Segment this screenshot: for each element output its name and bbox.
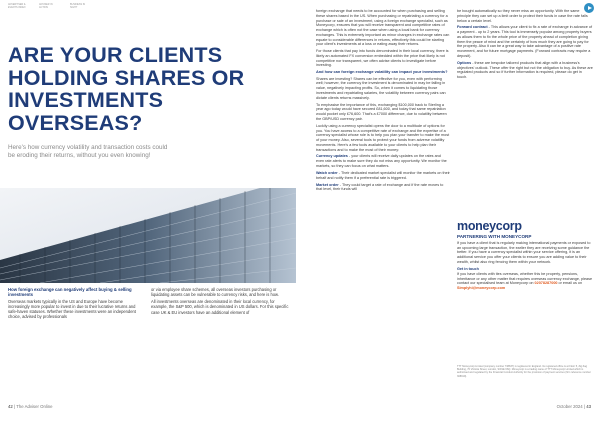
article-column-3 [316,9,450,194]
regulatory-fine-print: TTT Moneycorp Limited (company number 738837) is registered in England. Its registered office is at Floor 5, Zig Zag Building, 70 Victoria Street, London, SW1E 6SQ. Moneycorp is a trading name of TTT Moneycorp Limited which is authorised and regulated by the Financial Conduct Authority for the provision of payment services (firm reference number 308919). [457,365,591,378]
paragraph: Luckily using a currency specialist opens the door to a multitude of options for you. You have access to a competitive rate of exchange and the expertise of a currency specialist whose role is to help you plan your transfer to make the most of your money. Also, several tools to protect your funds from adverse volatility movements. Here's a few tools available to your clients to help plan their transactions and to make the most of their money: [316,123,450,152]
paragraph: To emphasise the importance of this, exchanging $100,000 back to Sterling a year ago today would have secured £81,600, and today that same repatriation would pocket only £76,600. That's a £7000 difference, due to volatility between the GBP/USD currency pair. [316,102,447,121]
term-market-order: Market order [316,182,339,187]
top-navigation [8,3,92,9]
nav-item-business-in-sight[interactable]: BUSINESS IN SIGHT [70,3,86,9]
page-footer [0,400,600,412]
article-column-1 [8,287,145,321]
section-heading-volatility: And how can foreign exchange volatility can impact your investments? [316,69,448,75]
sidebar-heading: PARTNERING WITH MONEYCORP [457,234,532,239]
paragraph: All investments overseas are denominated in their local currency, for example, the S&P 500, which is denominated in US dollars. For this specific case UK & EU investors have an additional element of [151,299,289,315]
moneycorp-logo: moneycorp [457,219,522,233]
paragraph: Options - these are bespoke tailored products that align with a business's objectives' outlook. These offer the right but not the obligation to buy. As these are regulated products and so if further information is required, please do get in touch. [457,60,593,80]
section-heading-negative-effect: How foreign exchange can negatively affect buying & selling investments [8,287,132,298]
email-link[interactable]: Simplyhi@moneycorp.com [457,286,506,290]
page-number-right: 43 [586,404,591,409]
page-number-left: 42 [8,404,13,409]
paragraph: be bought automatically so they never miss an opportunity. With the same principle they can set up a limit order to protect their funds in case the rate falls below a certain level. [457,9,588,23]
term-currency-updates: Currency updates [316,154,348,159]
paragraph: foreign exchange that needs to be accounted for when purchasing and selling these shares based in the US. When purchasing or repatriating a currency for a purchase or sale of an investment, using a foreign exchange specialist, such as Moneycorp, ensures that you will receive transparent and competitive rates of exchange which is often not the case when using a local bank for currency exchanges. This is extremely important as minor changes in exchange rates can equate to considerable differences in returns, effectively this could be starting your client's investments at a loss or eating away their returns. [316,9,450,47]
article-column-2 [151,287,292,317]
article-standfirst: Here's how currency volatility and transaction costs could be eroding their returns, without you even knowing! [8,144,168,159]
paragraph: or via employee share schemes, all overseas investors purchasing or liquidating assets can be vulnerable to currency risks, and here is how. [151,287,279,298]
article-title: ARE YOUR CLIENTS HOLDING SHARES OR INVESTMENTS OVERSEAS? [8,43,245,135]
term-forward-contract: Forward contract [457,25,488,30]
paragraph: Shares are investing? Shares can be effective for you, even with performing well; however, the currency the investment is denominated in may be falling in value, negatively impacting profits. So, when it comes to liquidating those investments and repatriating salaries, the volatility between currency pairs can dictate clients returns massively. [316,76,446,100]
nav-item-advertiser-index[interactable]: ADVERTISER & EVENTS INDEX [8,3,26,9]
sidebar-contact-paragraph: If you have clients with ties overseas, whether this be property, pensions, inheritance or any other matter that requires overseas currency exchange, please contact our specialised team at Moneycorp on 02078287000 or email us on Simplyhi@moneycorp.com [457,271,593,290]
term-options: Options [457,60,472,65]
paragraph: Watch order - Their dedicated market specialist will monitor the markets on their behalf and notify them if a preferential rate is triggered. [316,170,450,180]
footer-left [8,404,53,409]
publication-name: | The Adviser Online [13,404,53,409]
term-watch-order: Watch order [316,170,338,175]
nav-item-adviser-in-action[interactable]: ADVISER IN ACTION [39,3,53,9]
issue-date: October 2024 | [556,404,586,409]
moneycorp-sidebar [457,220,593,293]
sidebar-paragraph: If you have a client that is regularly making international payments or exposed to an upcoming large transaction, the earlier they are receiving some guidance the better. If you have a currency specialist within your service offering, it is an additional service you offer your clients to ensure you are adding value to their wealth, whilst also ring fencing them within your network. [457,240,591,264]
paragraph: For those clients that pay into funds denominated in their local currency, there is likely an automated FX conversion embedded within the price that likely is not competitive nor transparent, we often advise clients to investigate before investing. [316,49,449,68]
footer-right [557,404,591,409]
get-in-touch-heading: Get in touch [457,266,479,271]
paragraph: Forward contract - This allows your client to fix a rate of exchange in advance of a payment - up to 2 years. This tool is immensely popular among property buyers as allows them to fix the whole price of the property ahead of completion giving them the peace of mind and the certainty of how much they are going to pay for the property. Also it can be a great way to take advantage of a positive rate movement, and for future mortgage payments. (Forward contracts may require a deposit). [457,25,593,58]
paragraph: Market order - They could target a rate of exchange and if the rate moves to that level, their funds will [316,182,444,192]
article-column-4 [457,9,593,82]
paragraph: Overseas markets typically in the US and Europe have become increasingly more popular to invest in due to their lucrative returns and safe-haven statuses. Whether these investments were an independent choice, advised by professionals [8,298,136,320]
paragraph: Currency updates - your clients will receive daily updates on the rates and even rate alerts to make sure they do not miss any opportunity. We monitor the markets, so they can focus on what matters. [316,154,447,168]
building-photo [0,188,296,283]
phone-link[interactable]: 02078287000 [534,281,558,286]
